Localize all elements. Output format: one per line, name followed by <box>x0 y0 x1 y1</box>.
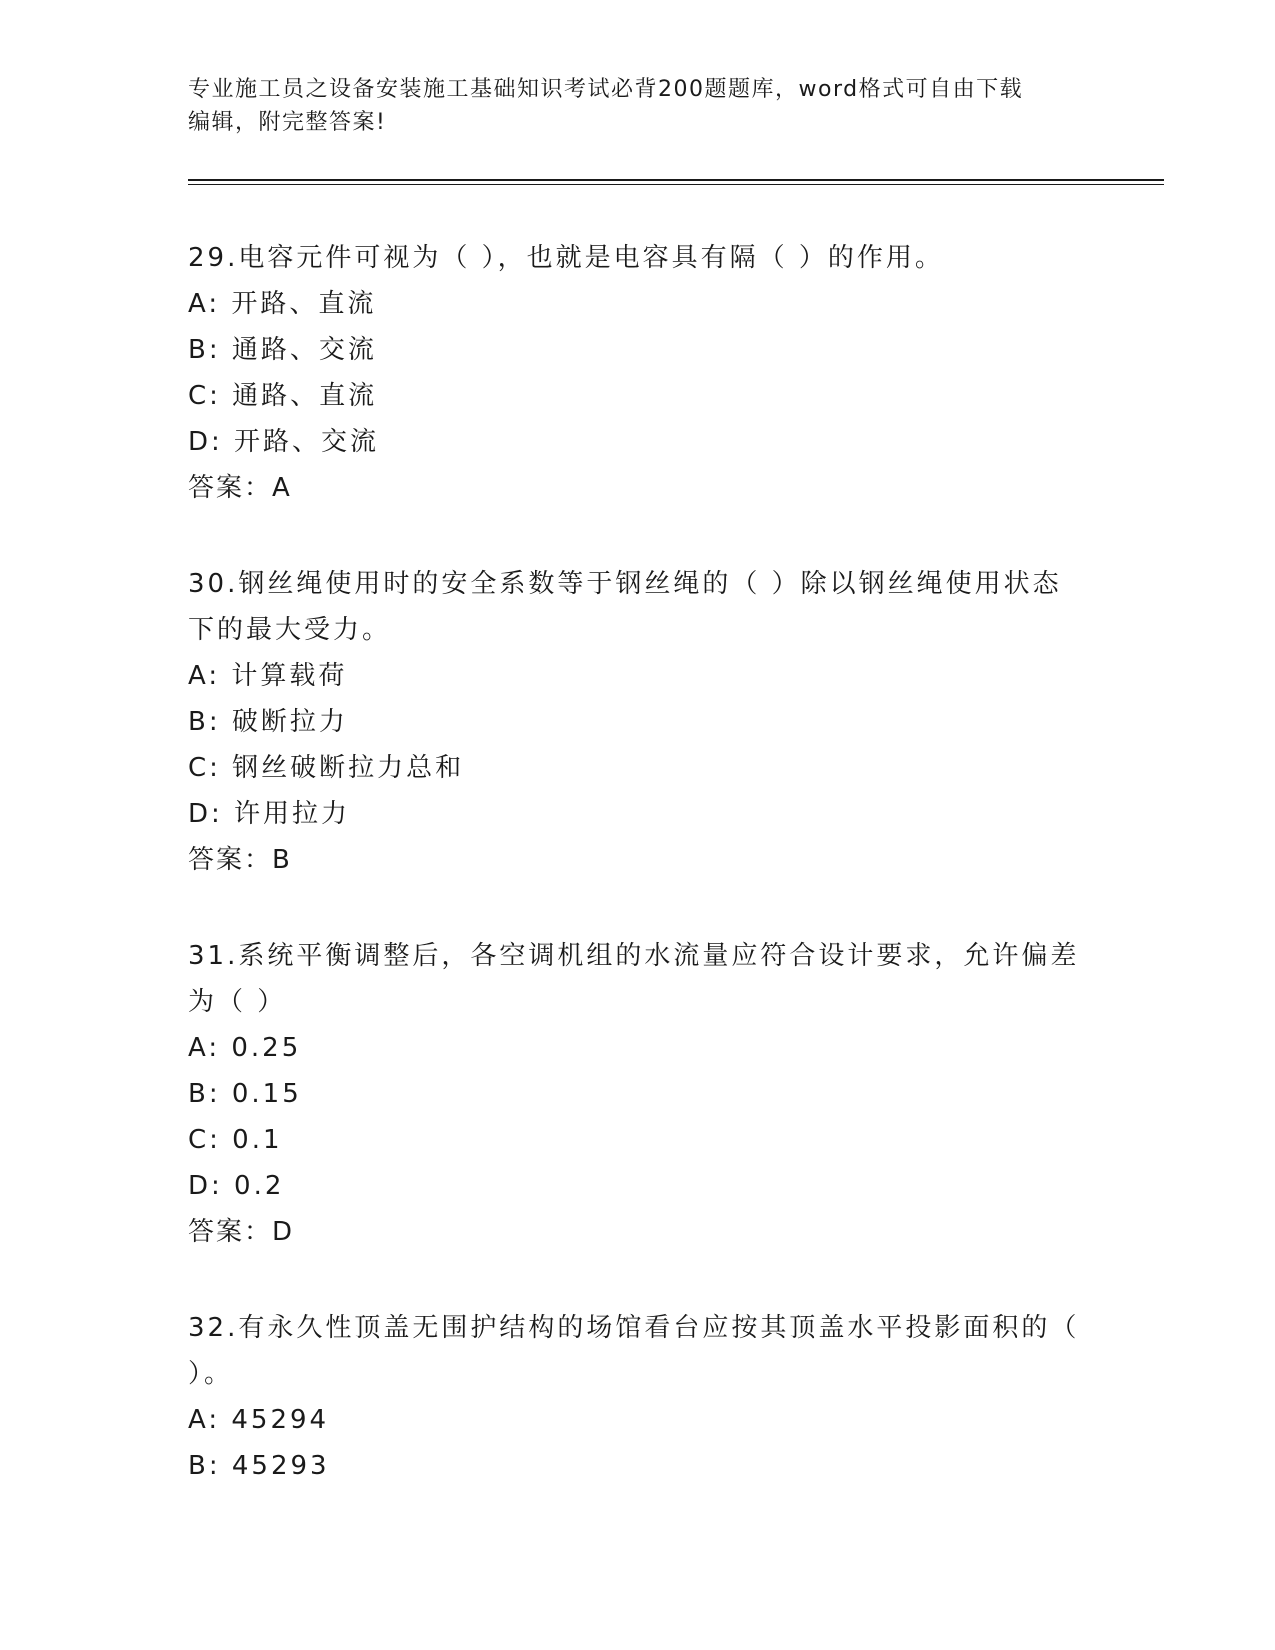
option-a: A: 0.25 <box>188 1033 302 1063</box>
question-stem-line-2: 下的最大受力。 <box>188 615 392 645</box>
question-stem-line-1: 30.钢丝绳使用时的安全系数等于钢丝绳的（ ）除以钢丝绳使用状态 <box>188 569 1062 599</box>
option-b: B: 破断拉力 <box>188 707 348 737</box>
question-stem-line-2: 为（ ） <box>188 987 287 1017</box>
question-stem-line-1: 32.有永久性顶盖无围护结构的场馆看台应按其顶盖水平投影面积的（ <box>188 1313 1080 1343</box>
option-a: A: 开路、直流 <box>188 289 377 319</box>
option-c: C: 通路、直流 <box>188 381 378 411</box>
option-a: A: 45294 <box>188 1405 330 1435</box>
option-a: A: 计算载荷 <box>188 661 348 691</box>
question-stem: 29.电容元件可视为（ ），也就是电容具有隔（ ）的作用。 <box>188 243 944 273</box>
question-32 <box>188 1305 1088 1489</box>
option-d: D: 许用拉力 <box>188 799 351 829</box>
option-b: B: 45293 <box>188 1451 330 1481</box>
question-list <box>188 235 1088 1539</box>
option-b: B: 通路、交流 <box>188 335 377 365</box>
question-29 <box>188 235 1088 511</box>
document-header <box>188 73 1088 139</box>
answer-line: 答案：A <box>188 473 292 503</box>
answer-line: 答案：D <box>188 1217 295 1247</box>
option-c: C: 钢丝破断拉力总和 <box>188 753 465 783</box>
question-30 <box>188 561 1088 883</box>
option-b: B: 0.15 <box>188 1079 302 1109</box>
question-stem-line-2: ）。 <box>188 1359 234 1389</box>
header-title-line-1: 专业施工员之设备安装施工基础知识考试必背200题题库，word格式可自由下载 <box>188 77 1024 102</box>
question-stem-line-1: 31.系统平衡调整后，各空调机组的水流量应符合设计要求，允许偏差 <box>188 941 1080 971</box>
option-c: C: 0.1 <box>188 1125 283 1155</box>
header-divider-thin <box>188 184 1164 185</box>
option-d: D: 0.2 <box>188 1171 285 1201</box>
header-divider-thick <box>188 179 1164 181</box>
answer-line: 答案：B <box>188 845 292 875</box>
question-31 <box>188 933 1088 1255</box>
header-title-line-2: 编辑，附完整答案! <box>188 110 387 135</box>
option-d: D: 开路、交流 <box>188 427 380 457</box>
